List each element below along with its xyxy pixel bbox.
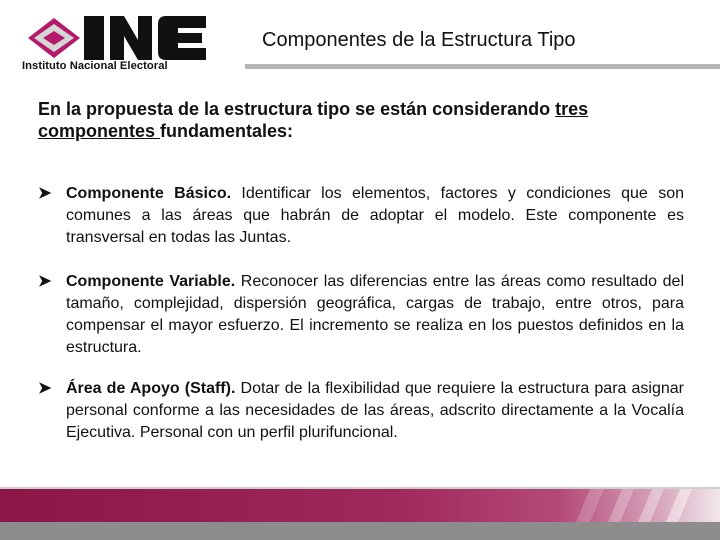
- logo-caption: Instituto Nacional Electoral: [22, 60, 168, 72]
- bullet-term: Área de Apoyo (Staff).: [66, 380, 236, 397]
- bullet-componente-basico: [38, 183, 684, 249]
- intro-underlined-text: tres componentes: [38, 99, 589, 141]
- page-title: Componentes de la Estructura Tipo: [262, 29, 576, 51]
- ine-logo-wordmark: [84, 16, 206, 60]
- intro-text-1: En la propuesta de la estructura tipo se están considerando: [38, 99, 556, 119]
- arrow-bullet-icon: ➤: [38, 380, 52, 397]
- bullet-componente-variable: [38, 271, 684, 359]
- intro-text-2: fundamentales:: [160, 121, 294, 141]
- ine-logo-mark-icon: [24, 16, 82, 60]
- bullet-text: Dotar de la flexibilidad que requiere la estructura para asignar personal conforme a las necesidades de las áreas, adscrito directamente a la Vocalía Ejecutiva. Personal con un perfil plurifuncional.: [66, 380, 685, 441]
- bullet-term: Componente Básico.: [66, 185, 232, 202]
- arrow-bullet-icon: ➤: [38, 273, 52, 290]
- footer-stripes: [560, 489, 720, 522]
- arrow-bullet-icon: ➤: [38, 185, 52, 202]
- footer-gray-strip: [0, 522, 720, 540]
- bullet-term: Componente Variable.: [66, 273, 236, 290]
- bullet-text: Identificar los elementos, factores y condiciones que son comunes a las áreas que habrán de adoptar el modelo. Este componente es transversal en todas las Juntas.: [66, 185, 684, 246]
- intro-paragraph: [38, 98, 688, 142]
- header-divider: [245, 64, 720, 69]
- bullet-area-de-apoyo: [38, 378, 684, 444]
- bullet-text: Reconocer las diferencias entre las áreas como resultado del tamaño, complejidad, dispersión geográfica, cargas de trabajo, entre otros, para compensar el mayor esfuerzo. El incremento se realiza en los puestos definidos en la estructura.: [66, 273, 685, 356]
- ine-logo: [22, 16, 207, 76]
